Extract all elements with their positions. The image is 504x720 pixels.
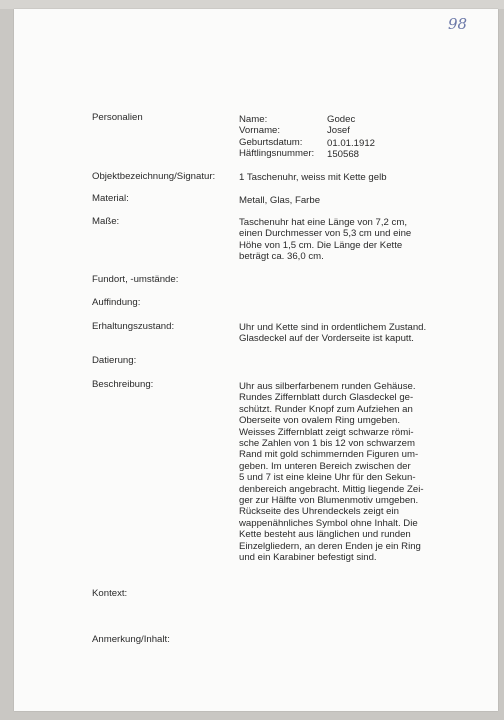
beschreibung-line: Kette besteht aus länglichen und runden	[239, 529, 411, 541]
geburtsdatum-label: Geburtsdatum:	[239, 137, 303, 148]
masse-line: Höhe von 1,5 cm. Die Länge der Kette	[239, 239, 403, 251]
beschreibung-line: Einzelgliedern, an deren Enden je ein Ring	[239, 540, 421, 552]
name-value: Godec	[327, 114, 356, 125]
beschreibung-line: Rückseite des Uhrendeckels zeigt ein	[239, 506, 399, 518]
geburtsdatum-value: 01.01.1912	[327, 138, 376, 149]
masse-line: beträgt ca. 36,0 cm.	[239, 251, 324, 263]
handwritten-page-number: 98	[448, 15, 468, 33]
beschreibung-line: denbereich angebracht. Mittig liegende Zei-	[239, 483, 424, 495]
objektbezeichnung-value: 1 Taschenuhr, weiss mit Kette gelb	[239, 172, 387, 183]
label-datierung: Datierung:	[92, 355, 137, 366]
beschreibung-line: ger zur Hälfte von Blumenmotiv umgeben.	[239, 495, 419, 507]
beschreibung-line: 5 und 7 ist eine kleine Uhr für den Sekun-	[239, 472, 416, 484]
haeftlingsnummer-label: Häftlingsnummer:	[239, 148, 315, 159]
masse-line: einen Durchmesser von 5,3 cm und eine	[239, 228, 412, 240]
vorname-label: Vorname:	[239, 125, 281, 136]
label-material: Material:	[92, 193, 129, 204]
beschreibung-line: Weisses Ziffernblatt zeigt schwarze römi-	[239, 426, 414, 438]
label-masse: Maße:	[92, 216, 120, 227]
erhaltung-line: Uhr und Kette sind in ordentlichem Zustand.	[239, 322, 427, 333]
label-erhaltungszustand: Erhaltungszustand:	[92, 321, 175, 332]
scan-background-strip	[0, 0, 504, 9]
label-auffindung: Auffindung:	[92, 297, 141, 308]
label-objektbezeichnung: Objektbezeichnung/Signatur:	[92, 171, 216, 182]
beschreibung-line: Oberseite von ovalem Ring umgeben.	[239, 415, 401, 427]
beschreibung-line: Uhr aus silberfarbenem runden Gehäuse.	[239, 381, 416, 392]
beschreibung-value	[239, 381, 459, 564]
erhaltung-line: Glasdeckel auf der Vorderseite ist kaputt.	[239, 333, 414, 345]
vorname-value: Josef	[327, 125, 350, 136]
beschreibung-line: Rundes Ziffernblatt durch Glasdeckel ge-	[239, 392, 414, 404]
material-value: Metall, Glas, Farbe	[239, 195, 321, 206]
masse-line: Taschenuhr hat eine Länge von 7,2 cm,	[239, 217, 408, 228]
beschreibung-line: schützt. Runder Knopf zum Aufziehen an	[239, 403, 413, 415]
erhaltungszustand-value	[239, 322, 459, 345]
beschreibung-line: wappenähnliches Symbol ohne Inhalt. Die	[239, 517, 418, 529]
beschreibung-line: sche Zahlen von 1 bis 12 von schwarzem	[239, 438, 415, 450]
beschreibung-line: und ein Karabiner befestigt sind.	[239, 552, 377, 564]
label-beschreibung: Beschreibung:	[92, 379, 154, 390]
label-fundort: Fundort, -umstände:	[92, 274, 179, 285]
label-personalien: Personalien	[92, 112, 143, 123]
label-anmerkung: Anmerkung/Inhalt:	[92, 634, 170, 645]
beschreibung-line: geben. Im unteren Bereich zwischen der	[239, 460, 411, 472]
name-label: Name:	[239, 114, 268, 125]
label-kontext: Kontext:	[92, 588, 128, 599]
beschreibung-line: Rand mit gold schimmernden Figuren um-	[239, 449, 419, 461]
haeftlingsnummer-value: 150568	[327, 149, 360, 160]
masse-value	[239, 217, 454, 263]
